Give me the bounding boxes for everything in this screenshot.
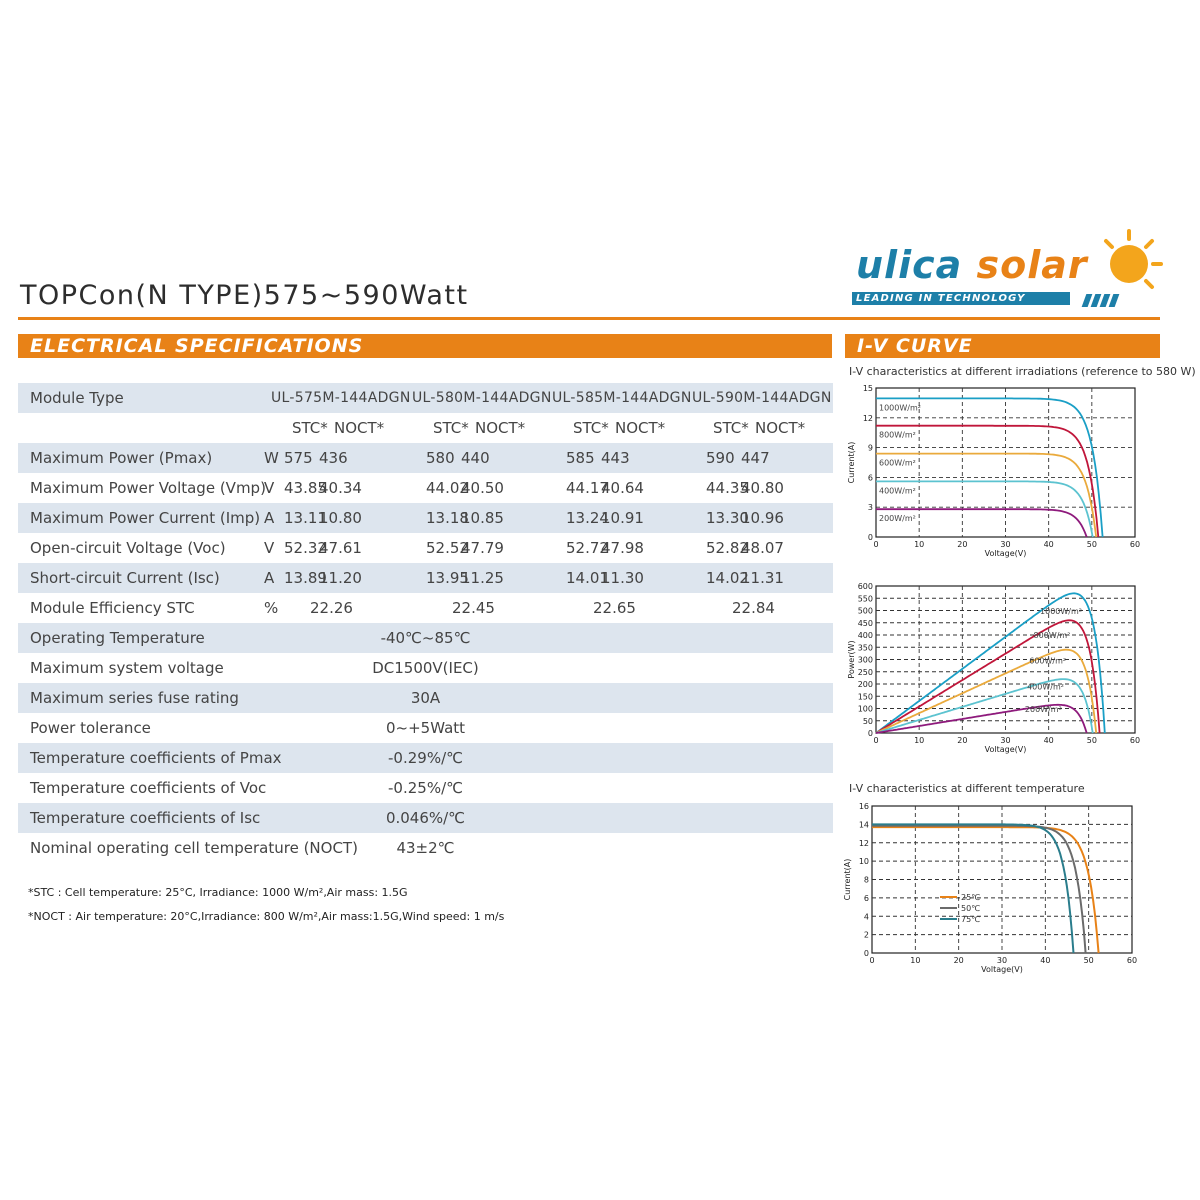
row-unit: V <box>264 479 275 497</box>
row-label: Power tolerance <box>30 719 151 737</box>
row-label: Module Type <box>30 389 124 407</box>
stc-value: 52.52 <box>426 539 469 557</box>
x-tick-label: 0 <box>869 956 875 965</box>
series-label: 800W/m² <box>879 430 916 440</box>
stc-value: 52.72 <box>566 539 609 557</box>
y-tick-label: 4 <box>863 912 869 922</box>
stc-value: 13.30 <box>706 509 749 527</box>
noct-value: 48.07 <box>741 539 784 557</box>
stc-value: 43.85 <box>284 479 327 497</box>
series-label: 1000W/m² <box>879 403 921 413</box>
chart-title-iv-temperature: I-V characteristics at different temperature <box>849 782 1085 795</box>
y-tick-label: 6 <box>863 893 869 903</box>
stc-value: 44.35 <box>706 479 749 497</box>
pv-irradiance-chart <box>845 578 1145 760</box>
logo-word-solar: solar <box>976 243 1088 287</box>
x-axis-label: Voltage(V) <box>984 549 1027 558</box>
iv-irradiance-chart <box>845 380 1145 560</box>
chart-title-iv-irradiance: I-V characteristics at different irradiations (reference to 580 W) <box>849 365 1196 378</box>
efficiency-value: 22.45 <box>452 599 495 617</box>
noct-value: 11.30 <box>601 569 644 587</box>
noct-value: 40.80 <box>741 479 784 497</box>
row-value: 0~+5Watt <box>385 719 466 737</box>
row-value: -40℃~85℃ <box>380 629 471 647</box>
noct-value: 10.85 <box>461 509 504 527</box>
stc-value: 52.32 <box>284 539 327 557</box>
row-unit: W <box>264 449 279 467</box>
condition-header: NOCT* <box>334 419 385 437</box>
footnote-noct: *NOCT : Air temperature: 20°C,Irradiance: 800 W/m²,Air mass:1.5G,Wind speed: 1 m/s <box>28 910 505 923</box>
table-row <box>18 593 833 623</box>
row-value: -0.29%/℃ <box>388 749 463 767</box>
stc-value: 575 <box>284 449 313 467</box>
condition-header: STC* <box>713 419 749 437</box>
row-label: Maximum Power Current (Imp) <box>30 509 261 527</box>
row-unit: % <box>264 599 279 617</box>
x-tick-label: 0 <box>873 540 879 549</box>
row-label: Short-circuit Current (Isc) <box>30 569 220 587</box>
stc-value: 44.02 <box>426 479 469 497</box>
stc-value: 13.24 <box>566 509 609 527</box>
row-label: Open-circuit Voltage (Voc) <box>30 539 226 557</box>
x-tick-label: 50 <box>1086 540 1097 549</box>
efficiency-value: 22.26 <box>310 599 353 617</box>
row-label: Maximum Power Voltage (Vmp) <box>30 479 266 497</box>
x-tick-label: 60 <box>1129 540 1141 549</box>
y-tick-label: 500 <box>857 606 873 616</box>
noct-value: 10.96 <box>741 509 784 527</box>
condition-header: NOCT* <box>615 419 666 437</box>
x-tick-label: 20 <box>957 736 968 745</box>
row-label: Maximum system voltage <box>30 659 224 677</box>
table-row <box>18 683 833 713</box>
noct-value: 40.34 <box>319 479 362 497</box>
iv-temperature-chart <box>845 798 1145 980</box>
y-tick-label: 600 <box>857 582 873 591</box>
table-row <box>18 803 833 833</box>
series-label: 200W/m² <box>879 514 916 524</box>
condition-header: STC* <box>573 419 609 437</box>
table-row <box>18 383 833 413</box>
x-tick-label: 30 <box>1000 736 1011 745</box>
stc-value: 13.89 <box>284 569 327 587</box>
stc-value: 52.82 <box>706 539 749 557</box>
y-tick-label: 100 <box>857 704 873 714</box>
y-tick-label: 450 <box>857 618 873 628</box>
table-row <box>18 563 833 593</box>
row-label: Temperature coefficients of Pmax <box>30 749 282 767</box>
y-tick-label: 350 <box>857 643 873 653</box>
table-row <box>18 653 833 683</box>
row-unit: V <box>264 539 275 557</box>
row-value: 43±2℃ <box>396 839 455 857</box>
y-tick-label: 400 <box>857 631 873 640</box>
x-tick-label: 60 <box>1126 956 1138 965</box>
legend-label: 75℃ <box>961 915 981 924</box>
y-tick-label: 200 <box>857 680 873 689</box>
model-name: UL-580M-144ADGN <box>412 390 552 406</box>
spec-table <box>18 383 833 863</box>
row-unit: A <box>264 569 275 587</box>
y-axis-label: Current(A) <box>847 441 856 484</box>
y-axis-label: Power(W) <box>847 640 856 679</box>
y-tick-label: 250 <box>857 667 873 677</box>
logo-tagline: LEADING IN TECHNOLOGY <box>852 292 1070 305</box>
x-tick-label: 50 <box>1083 956 1094 965</box>
common-rows <box>18 623 833 863</box>
condition-header: NOCT* <box>475 419 526 437</box>
logo-word-ulica: ulica <box>856 243 963 287</box>
x-tick-label: 20 <box>953 956 964 965</box>
row-label: Maximum series fuse rating <box>30 689 239 707</box>
stc-value: 13.95 <box>426 569 469 587</box>
legend-label: 25℃ <box>961 893 981 902</box>
table-row <box>18 533 833 563</box>
efficiency-value: 22.65 <box>593 599 636 617</box>
stc-value: 585 <box>566 449 595 467</box>
table-row <box>18 623 833 653</box>
y-tick-label: 14 <box>858 820 869 830</box>
y-tick-label: 16 <box>858 802 869 811</box>
y-tick-label: 550 <box>857 594 873 604</box>
series-label: 1000W/m² <box>1040 607 1083 617</box>
table-row <box>18 413 833 443</box>
series-label: 800W/m² <box>1033 630 1071 640</box>
page-title: TOPCon(N TYPE)575~590Watt <box>20 280 469 311</box>
table-row <box>18 833 833 863</box>
noct-value: 10.91 <box>601 509 644 527</box>
table-row <box>18 473 833 503</box>
y-tick-label: 0 <box>867 729 873 738</box>
row-label: Module Efficiency STC <box>30 599 195 617</box>
noct-value: 40.64 <box>601 479 644 497</box>
noct-value: 447 <box>741 449 770 467</box>
x-tick-label: 0 <box>873 736 879 745</box>
model-name: UL-575M-144ADGN <box>271 390 411 406</box>
table-row <box>18 773 833 803</box>
x-tick-label: 40 <box>1040 956 1051 965</box>
section-header-iv-curve: I-V CURVE <box>845 334 1160 358</box>
logo-bars <box>1084 292 1120 311</box>
y-tick-label: 9 <box>867 443 873 453</box>
value-rows <box>18 443 833 593</box>
row-label: Temperature coefficients of Isc <box>30 809 261 827</box>
noct-value: 436 <box>319 449 348 467</box>
x-tick-label: 30 <box>1000 540 1011 549</box>
sun-icon <box>1094 228 1164 298</box>
table-row <box>18 443 833 473</box>
series-label: 400W/m² <box>879 486 916 496</box>
table-row <box>18 503 833 533</box>
model-name: UL-590M-144ADGN <box>692 390 832 406</box>
x-tick-label: 60 <box>1129 736 1141 745</box>
y-tick-label: 12 <box>862 413 873 423</box>
x-tick-label: 30 <box>996 956 1008 965</box>
y-tick-label: 3 <box>867 503 873 513</box>
y-tick-label: 300 <box>857 655 873 665</box>
noct-value: 440 <box>461 449 490 467</box>
stc-value: 14.02 <box>706 569 749 587</box>
y-tick-label: 10 <box>858 857 869 867</box>
efficiency-value: 22.84 <box>732 599 775 617</box>
section-header-electrical: ELECTRICAL SPECIFICATIONS <box>18 334 832 358</box>
y-tick-label: 0 <box>867 533 873 542</box>
noct-value: 47.98 <box>601 539 644 557</box>
condition-header: NOCT* <box>755 419 806 437</box>
x-tick-label: 10 <box>914 540 925 549</box>
noct-value: 47.79 <box>461 539 504 557</box>
stc-value: 44.17 <box>566 479 609 497</box>
x-axis-label: Voltage(V) <box>981 965 1023 974</box>
x-tick-label: 40 <box>1043 736 1054 745</box>
x-axis-label: Voltage(V) <box>984 745 1027 754</box>
y-tick-label: 8 <box>863 875 869 885</box>
noct-value: 11.25 <box>461 569 504 587</box>
stc-value: 13.11 <box>284 509 327 527</box>
x-tick-label: 40 <box>1043 540 1054 549</box>
row-label: Maximum Power (Pmax) <box>30 449 213 467</box>
legend-label: 50℃ <box>961 904 981 913</box>
series-label: 400W/m² <box>1027 682 1064 692</box>
footnote-stc: *STC : Cell temperature: 25°C, Irradiance: 1000 W/m²,Air mass: 1.5G <box>28 886 408 899</box>
series-label: 200W/m² <box>1024 705 1062 715</box>
y-tick-label: 6 <box>867 473 873 483</box>
stc-value: 13.18 <box>426 509 469 527</box>
x-tick-label: 20 <box>957 540 968 549</box>
brand-logo <box>848 228 1168 310</box>
series-label: 600W/m² <box>1029 656 1067 666</box>
noct-value: 11.20 <box>319 569 362 587</box>
logo-wordmark <box>856 243 1088 287</box>
row-value: 0.046%/℃ <box>385 809 466 827</box>
title-divider <box>18 317 1160 320</box>
series-label: 600W/m² <box>879 458 916 468</box>
model-name: UL-585M-144ADGN <box>552 390 692 406</box>
row-value: 30A <box>410 689 441 707</box>
noct-value: 47.61 <box>319 539 362 557</box>
y-tick-label: 50 <box>862 716 873 726</box>
noct-value: 11.31 <box>741 569 784 587</box>
noct-value: 10.80 <box>319 509 362 527</box>
y-tick-label: 0 <box>863 949 869 958</box>
x-tick-label: 10 <box>910 956 921 965</box>
noct-value: 40.50 <box>461 479 504 497</box>
y-axis-label: Current(A) <box>843 858 852 901</box>
stc-value: 14.01 <box>566 569 609 587</box>
condition-header: STC* <box>292 419 328 437</box>
row-label: Nominal operating cell temperature (NOCT) <box>30 839 358 857</box>
noct-value: 443 <box>601 449 630 467</box>
stc-value: 580 <box>426 449 455 467</box>
stc-value: 590 <box>706 449 735 467</box>
condition-header: STC* <box>433 419 469 437</box>
x-tick-label: 50 <box>1086 736 1097 745</box>
row-value: DC1500V(IEC) <box>372 659 479 677</box>
x-tick-label: 10 <box>914 736 925 745</box>
row-value: -0.25%/℃ <box>388 779 463 797</box>
table-row <box>18 743 833 773</box>
y-tick-label: 12 <box>858 838 869 848</box>
row-label: Temperature coefficients of Voc <box>30 779 267 797</box>
row-label: Operating Temperature <box>30 629 205 647</box>
y-tick-label: 150 <box>857 692 873 702</box>
y-tick-label: 2 <box>863 930 869 940</box>
y-tick-label: 15 <box>862 384 873 393</box>
row-unit: A <box>264 509 275 527</box>
table-row <box>18 713 833 743</box>
